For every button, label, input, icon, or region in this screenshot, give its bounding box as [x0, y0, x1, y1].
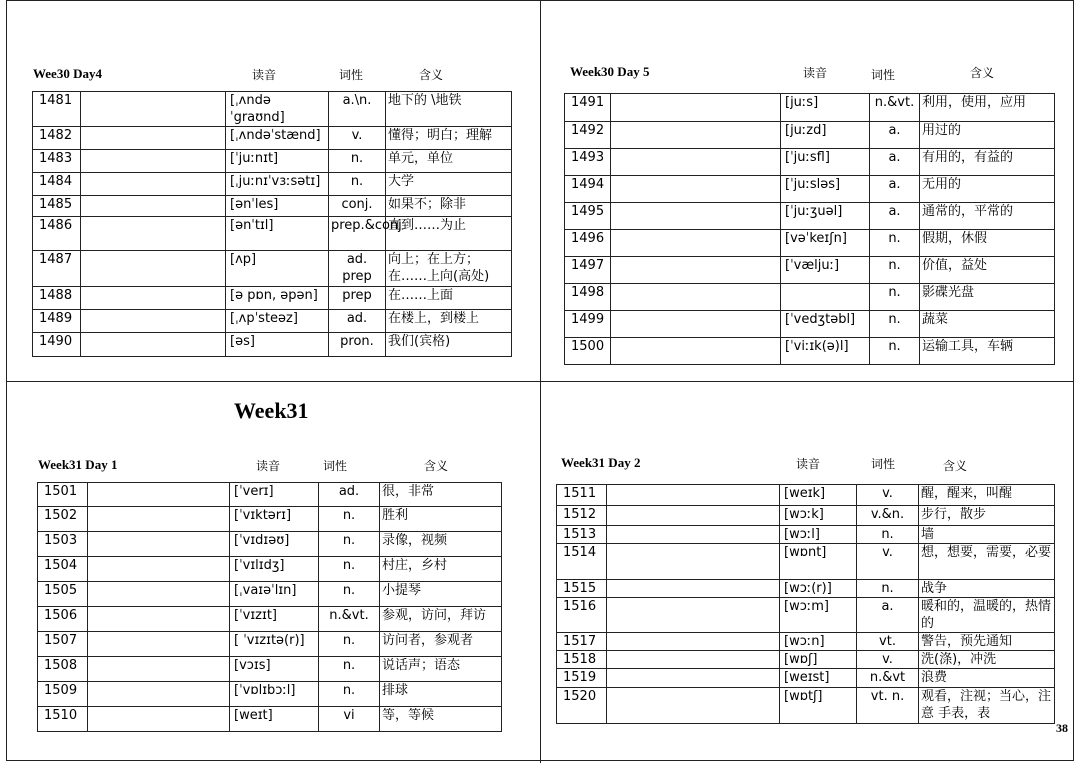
word-number: 1505: [38, 582, 88, 607]
meaning: 地下的 \地铁: [386, 92, 512, 127]
word-cell: [88, 507, 230, 532]
meaning: 蔬菜: [920, 311, 1055, 338]
word-number: 1485: [33, 196, 81, 217]
word-cell: [607, 526, 780, 544]
word-cell: [81, 150, 226, 173]
word-number: 1483: [33, 150, 81, 173]
header-meaning: 含义: [419, 68, 444, 82]
meaning: 参观，访问，拜访: [380, 607, 502, 632]
pronunciation: [juːs]: [781, 94, 870, 122]
word-cell: [607, 580, 780, 598]
pronunciation: [wɔːl]: [780, 526, 857, 544]
word-cell: [88, 483, 230, 507]
meaning: 大学: [386, 173, 512, 196]
table-row: [565, 311, 1055, 338]
meaning: 醒，醒来，叫醒: [919, 485, 1055, 506]
word-cell: [88, 582, 230, 607]
meaning: 利用，使用，应用: [920, 94, 1055, 122]
meaning: 村庄，乡村: [380, 557, 502, 582]
word-cell: [81, 333, 226, 357]
word-cell: [611, 203, 781, 230]
meaning: 墙: [919, 526, 1055, 544]
table-row: [557, 651, 1055, 669]
vocab-table: [32, 91, 512, 357]
meaning: 想，想要，需要，必要: [919, 544, 1055, 580]
table-row: [565, 94, 1055, 122]
header-pronunciation: 读音: [252, 68, 277, 82]
word-number: 1498: [565, 284, 611, 311]
panel-title: Week31 Day 1: [38, 457, 118, 472]
header-part-of-speech: 词性: [871, 68, 896, 82]
part-of-speech: n.: [870, 284, 920, 311]
meaning: 说话声；语态: [380, 657, 502, 682]
table-row: [557, 633, 1055, 651]
vocab-table: [556, 484, 1055, 724]
pronunciation: [ənˈles]: [226, 196, 329, 217]
word-number: 1517: [557, 633, 607, 651]
word-number: 1510: [38, 707, 88, 732]
meaning: 无用的: [920, 176, 1055, 203]
part-of-speech: conj.: [329, 196, 386, 217]
part-of-speech: n.&vt: [857, 669, 919, 688]
meaning: 观看，注视；当心，注意 手表，表: [919, 688, 1055, 724]
word-number: 1492: [565, 122, 611, 149]
part-of-speech: prep: [329, 287, 386, 310]
word-cell: [611, 149, 781, 176]
part-of-speech: n.: [870, 338, 920, 365]
pronunciation: [vɔɪs]: [230, 657, 319, 682]
word-number: 1518: [557, 651, 607, 669]
meaning: 步行，散步: [919, 506, 1055, 526]
word-number: 1499: [565, 311, 611, 338]
part-of-speech: a.: [870, 149, 920, 176]
meaning: 假期，休假: [920, 230, 1055, 257]
table-row: [557, 485, 1055, 506]
vocab-table: [37, 482, 502, 732]
table-row: [557, 688, 1055, 724]
meaning: 洗(涤)，冲洗: [919, 651, 1055, 669]
part-of-speech: n.: [857, 580, 919, 598]
header-pronunciation: 读音: [796, 457, 821, 471]
table-row: [565, 338, 1055, 365]
table-row: [38, 707, 502, 732]
table-row: [33, 196, 512, 217]
word-cell: [81, 196, 226, 217]
meaning: 警告，预先通知: [919, 633, 1055, 651]
part-of-speech: ad. prep: [329, 251, 386, 287]
part-of-speech: n.: [319, 507, 380, 532]
part-of-speech: v.: [857, 485, 919, 506]
table-row: [565, 230, 1055, 257]
meaning: 单元，单位: [386, 150, 512, 173]
table-row: [557, 598, 1055, 633]
part-of-speech: n.: [319, 657, 380, 682]
word-cell: [81, 251, 226, 287]
word-number: 1484: [33, 173, 81, 196]
part-of-speech: v.: [329, 127, 386, 150]
word-number: 1487: [33, 251, 81, 287]
part-of-speech: n.: [870, 311, 920, 338]
header-pronunciation: 读音: [803, 66, 828, 80]
pronunciation: [ˌjuːnɪˈvɜːsətɪ]: [226, 173, 329, 196]
part-of-speech: n.: [870, 257, 920, 284]
word-cell: [607, 544, 780, 580]
table-row: [38, 582, 502, 607]
table-row: [38, 557, 502, 582]
meaning: 很，非常: [380, 483, 502, 507]
word-number: 1513: [557, 526, 607, 544]
table-row: [33, 92, 512, 127]
meaning: 等，等候: [380, 707, 502, 732]
word-cell: [611, 257, 781, 284]
word-number: 1519: [557, 669, 607, 688]
part-of-speech: a.: [870, 176, 920, 203]
table-row: [33, 251, 512, 287]
word-cell: [81, 127, 226, 150]
pronunciation: [wɔː(r)]: [780, 580, 857, 598]
pronunciation: [ˈvæljuː]: [781, 257, 870, 284]
word-number: 1491: [565, 94, 611, 122]
word-cell: [88, 532, 230, 557]
word-cell: [88, 657, 230, 682]
table-row: [38, 657, 502, 682]
table-row: [565, 203, 1055, 230]
table-row: [38, 682, 502, 707]
meaning: 战争: [919, 580, 1055, 598]
meaning: 如果不；除非: [386, 196, 512, 217]
pronunciation: [wɒʃ]: [780, 651, 857, 669]
pronunciation: [ˈjuːsləs]: [781, 176, 870, 203]
word-cell: [611, 284, 781, 311]
pronunciation: [ənˈtɪl]: [226, 217, 329, 251]
header-part-of-speech: 词性: [339, 68, 364, 82]
header-pronunciation: 读音: [256, 459, 281, 473]
table-row: [33, 333, 512, 357]
pronunciation: [vəˈkeɪʃn]: [781, 230, 870, 257]
meaning: 通常的，平常的: [920, 203, 1055, 230]
table-row: [565, 149, 1055, 176]
vocab-table: [564, 93, 1055, 365]
word-cell: [81, 173, 226, 196]
word-cell: [88, 607, 230, 632]
pronunciation: [wɒnt]: [780, 544, 857, 580]
part-of-speech: n.&vt.: [319, 607, 380, 632]
meaning: 胜利: [380, 507, 502, 532]
pronunciation: [ˈviːɪk(ə)l]: [781, 338, 870, 365]
word-number: 1514: [557, 544, 607, 580]
word-cell: [607, 633, 780, 651]
word-number: 1481: [33, 92, 81, 127]
table-row: [557, 526, 1055, 544]
table-row: [38, 483, 502, 507]
pronunciation: [weɪst]: [780, 669, 857, 688]
word-number: 1504: [38, 557, 88, 582]
pronunciation: [ˈjuːnɪt]: [226, 150, 329, 173]
meaning: 向上；在上方；在……上向(高处): [386, 251, 512, 287]
word-cell: [607, 651, 780, 669]
part-of-speech: prep.&conj: [329, 217, 386, 251]
table-row: [557, 506, 1055, 526]
pronunciation: [ ˈvɪzɪtə(r)]: [230, 632, 319, 657]
part-of-speech: n.&vt.: [870, 94, 920, 122]
part-of-speech: pron.: [329, 333, 386, 357]
table-row: [33, 287, 512, 310]
pronunciation: [juːzd]: [781, 122, 870, 149]
word-number: 1511: [557, 485, 607, 506]
word-cell: [81, 287, 226, 310]
word-number: 1486: [33, 217, 81, 251]
meaning: 影碟光盘: [920, 284, 1055, 311]
part-of-speech: n.: [319, 632, 380, 657]
part-of-speech: v.: [857, 651, 919, 669]
pronunciation: [ə pɒn, əpən]: [226, 287, 329, 310]
part-of-speech: n.: [329, 150, 386, 173]
pronunciation: [ˈvɪktərɪ]: [230, 507, 319, 532]
panel-title: Wee30 Day4: [33, 66, 102, 81]
table-row: [565, 284, 1055, 311]
word-cell: [611, 230, 781, 257]
part-of-speech: a.: [870, 122, 920, 149]
word-number: 1494: [565, 176, 611, 203]
pronunciation: [781, 284, 870, 311]
word-cell: [88, 632, 230, 657]
pronunciation: [ˌʌndəˈstænd]: [226, 127, 329, 150]
part-of-speech: vi: [319, 707, 380, 732]
part-of-speech: n.: [319, 582, 380, 607]
word-number: 1509: [38, 682, 88, 707]
word-number: 1493: [565, 149, 611, 176]
part-of-speech: n.: [319, 532, 380, 557]
pronunciation: [ˈjuːʒuəl]: [781, 203, 870, 230]
word-number: 1482: [33, 127, 81, 150]
week31-heading: Week31: [234, 398, 309, 423]
meaning: 用过的: [920, 122, 1055, 149]
word-number: 1507: [38, 632, 88, 657]
word-number: 1490: [33, 333, 81, 357]
meaning: 访问者，参观者: [380, 632, 502, 657]
word-number: 1488: [33, 287, 81, 310]
pronunciation: [wɔːm]: [780, 598, 857, 633]
meaning: 有用的，有益的: [920, 149, 1055, 176]
part-of-speech: n.: [319, 682, 380, 707]
meaning: 在楼上，到楼上: [386, 310, 512, 333]
meaning: 浪费: [919, 669, 1055, 688]
part-of-speech: v.: [857, 544, 919, 580]
word-cell: [611, 338, 781, 365]
word-number: 1515: [557, 580, 607, 598]
meaning: 排球: [380, 682, 502, 707]
part-of-speech: vt.: [857, 633, 919, 651]
word-number: 1501: [38, 483, 88, 507]
pronunciation: [ˈvɪlɪdʒ]: [230, 557, 319, 582]
table-row: [565, 122, 1055, 149]
part-of-speech: a.: [870, 203, 920, 230]
word-number: 1512: [557, 506, 607, 526]
word-cell: [81, 310, 226, 333]
word-number: 1502: [38, 507, 88, 532]
pronunciation: [ˈvɒlɪbɔːl]: [230, 682, 319, 707]
word-number: 1497: [565, 257, 611, 284]
word-cell: [88, 707, 230, 732]
panel-title: Week31 Day 2: [561, 455, 641, 470]
word-number: 1495: [565, 203, 611, 230]
table-row: [38, 532, 502, 557]
part-of-speech: v.&n.: [857, 506, 919, 526]
word-cell: [81, 92, 226, 127]
table-row: [557, 669, 1055, 688]
pronunciation: [ˈvɪdɪəʊ]: [230, 532, 319, 557]
word-cell: [607, 598, 780, 633]
word-number: 1496: [565, 230, 611, 257]
pronunciation: [ˈvɪzɪt]: [230, 607, 319, 632]
part-of-speech: a.\n.: [329, 92, 386, 127]
header-meaning: 含义: [943, 459, 968, 473]
meaning: 价值，益处: [920, 257, 1055, 284]
table-row: [38, 607, 502, 632]
pronunciation: [ʌp]: [226, 251, 329, 287]
word-cell: [607, 688, 780, 724]
table-row: [33, 310, 512, 333]
word-cell: [611, 122, 781, 149]
word-cell: [611, 176, 781, 203]
part-of-speech: a.: [857, 598, 919, 633]
word-number: 1500: [565, 338, 611, 365]
pronunciation: [ˌʌndəˈgraʊnd]: [226, 92, 329, 127]
table-row: [38, 507, 502, 532]
word-number: 1506: [38, 607, 88, 632]
word-cell: [607, 506, 780, 526]
table-row: [557, 544, 1055, 580]
table-row: [33, 150, 512, 173]
pronunciation: [wɒtʃ]: [780, 688, 857, 724]
pronunciation: [weɪt]: [230, 707, 319, 732]
meaning: 小提琴: [380, 582, 502, 607]
pronunciation: [wɔːn]: [780, 633, 857, 651]
table-row: [38, 632, 502, 657]
header-meaning: 含义: [970, 66, 995, 80]
word-cell: [88, 557, 230, 582]
word-number: 1520: [557, 688, 607, 724]
part-of-speech: ad.: [329, 310, 386, 333]
pronunciation: [weɪk]: [780, 485, 857, 506]
word-number: 1516: [557, 598, 607, 633]
table-row: [33, 217, 512, 251]
meaning: 直到……为止: [386, 217, 512, 251]
pronunciation: [ˌʌpˈsteəz]: [226, 310, 329, 333]
word-cell: [607, 485, 780, 506]
part-of-speech: n.: [329, 173, 386, 196]
table-row: [565, 257, 1055, 284]
table-row: [33, 173, 512, 196]
word-cell: [611, 94, 781, 122]
part-of-speech: vt. n.: [857, 688, 919, 724]
pronunciation: [ˈverɪ]: [230, 483, 319, 507]
table-row: [557, 580, 1055, 598]
horizontal-divider: [6, 381, 1074, 382]
table-row: [565, 176, 1055, 203]
word-cell: [81, 217, 226, 251]
pronunciation: [ˌvaɪəˈlɪn]: [230, 582, 319, 607]
table-row: [33, 127, 512, 150]
word-number: 1503: [38, 532, 88, 557]
part-of-speech: n.: [857, 526, 919, 544]
pronunciation: [ˈvedʒtəbl]: [781, 311, 870, 338]
part-of-speech: ad.: [319, 483, 380, 507]
pronunciation: [əs]: [226, 333, 329, 357]
meaning: 我们(宾格): [386, 333, 512, 357]
meaning: 在……上面: [386, 287, 512, 310]
meaning: 录像，视频: [380, 532, 502, 557]
word-cell: [88, 682, 230, 707]
header-part-of-speech: 词性: [323, 459, 348, 473]
pronunciation: [wɔːk]: [780, 506, 857, 526]
pronunciation: [ˈjuːsfl]: [781, 149, 870, 176]
part-of-speech: n.: [319, 557, 380, 582]
word-number: 1508: [38, 657, 88, 682]
panel-title: Week30 Day 5: [570, 64, 650, 79]
meaning: 暖和的，温暖的，热情的: [919, 598, 1055, 633]
meaning: 运输工具，车辆: [920, 338, 1055, 365]
header-part-of-speech: 词性: [871, 457, 896, 471]
part-of-speech: n.: [870, 230, 920, 257]
page-number: 38: [1056, 721, 1068, 735]
word-number: 1489: [33, 310, 81, 333]
word-cell: [607, 669, 780, 688]
meaning: 懂得；明白；理解: [386, 127, 512, 150]
header-meaning: 含义: [424, 459, 449, 473]
word-cell: [611, 311, 781, 338]
